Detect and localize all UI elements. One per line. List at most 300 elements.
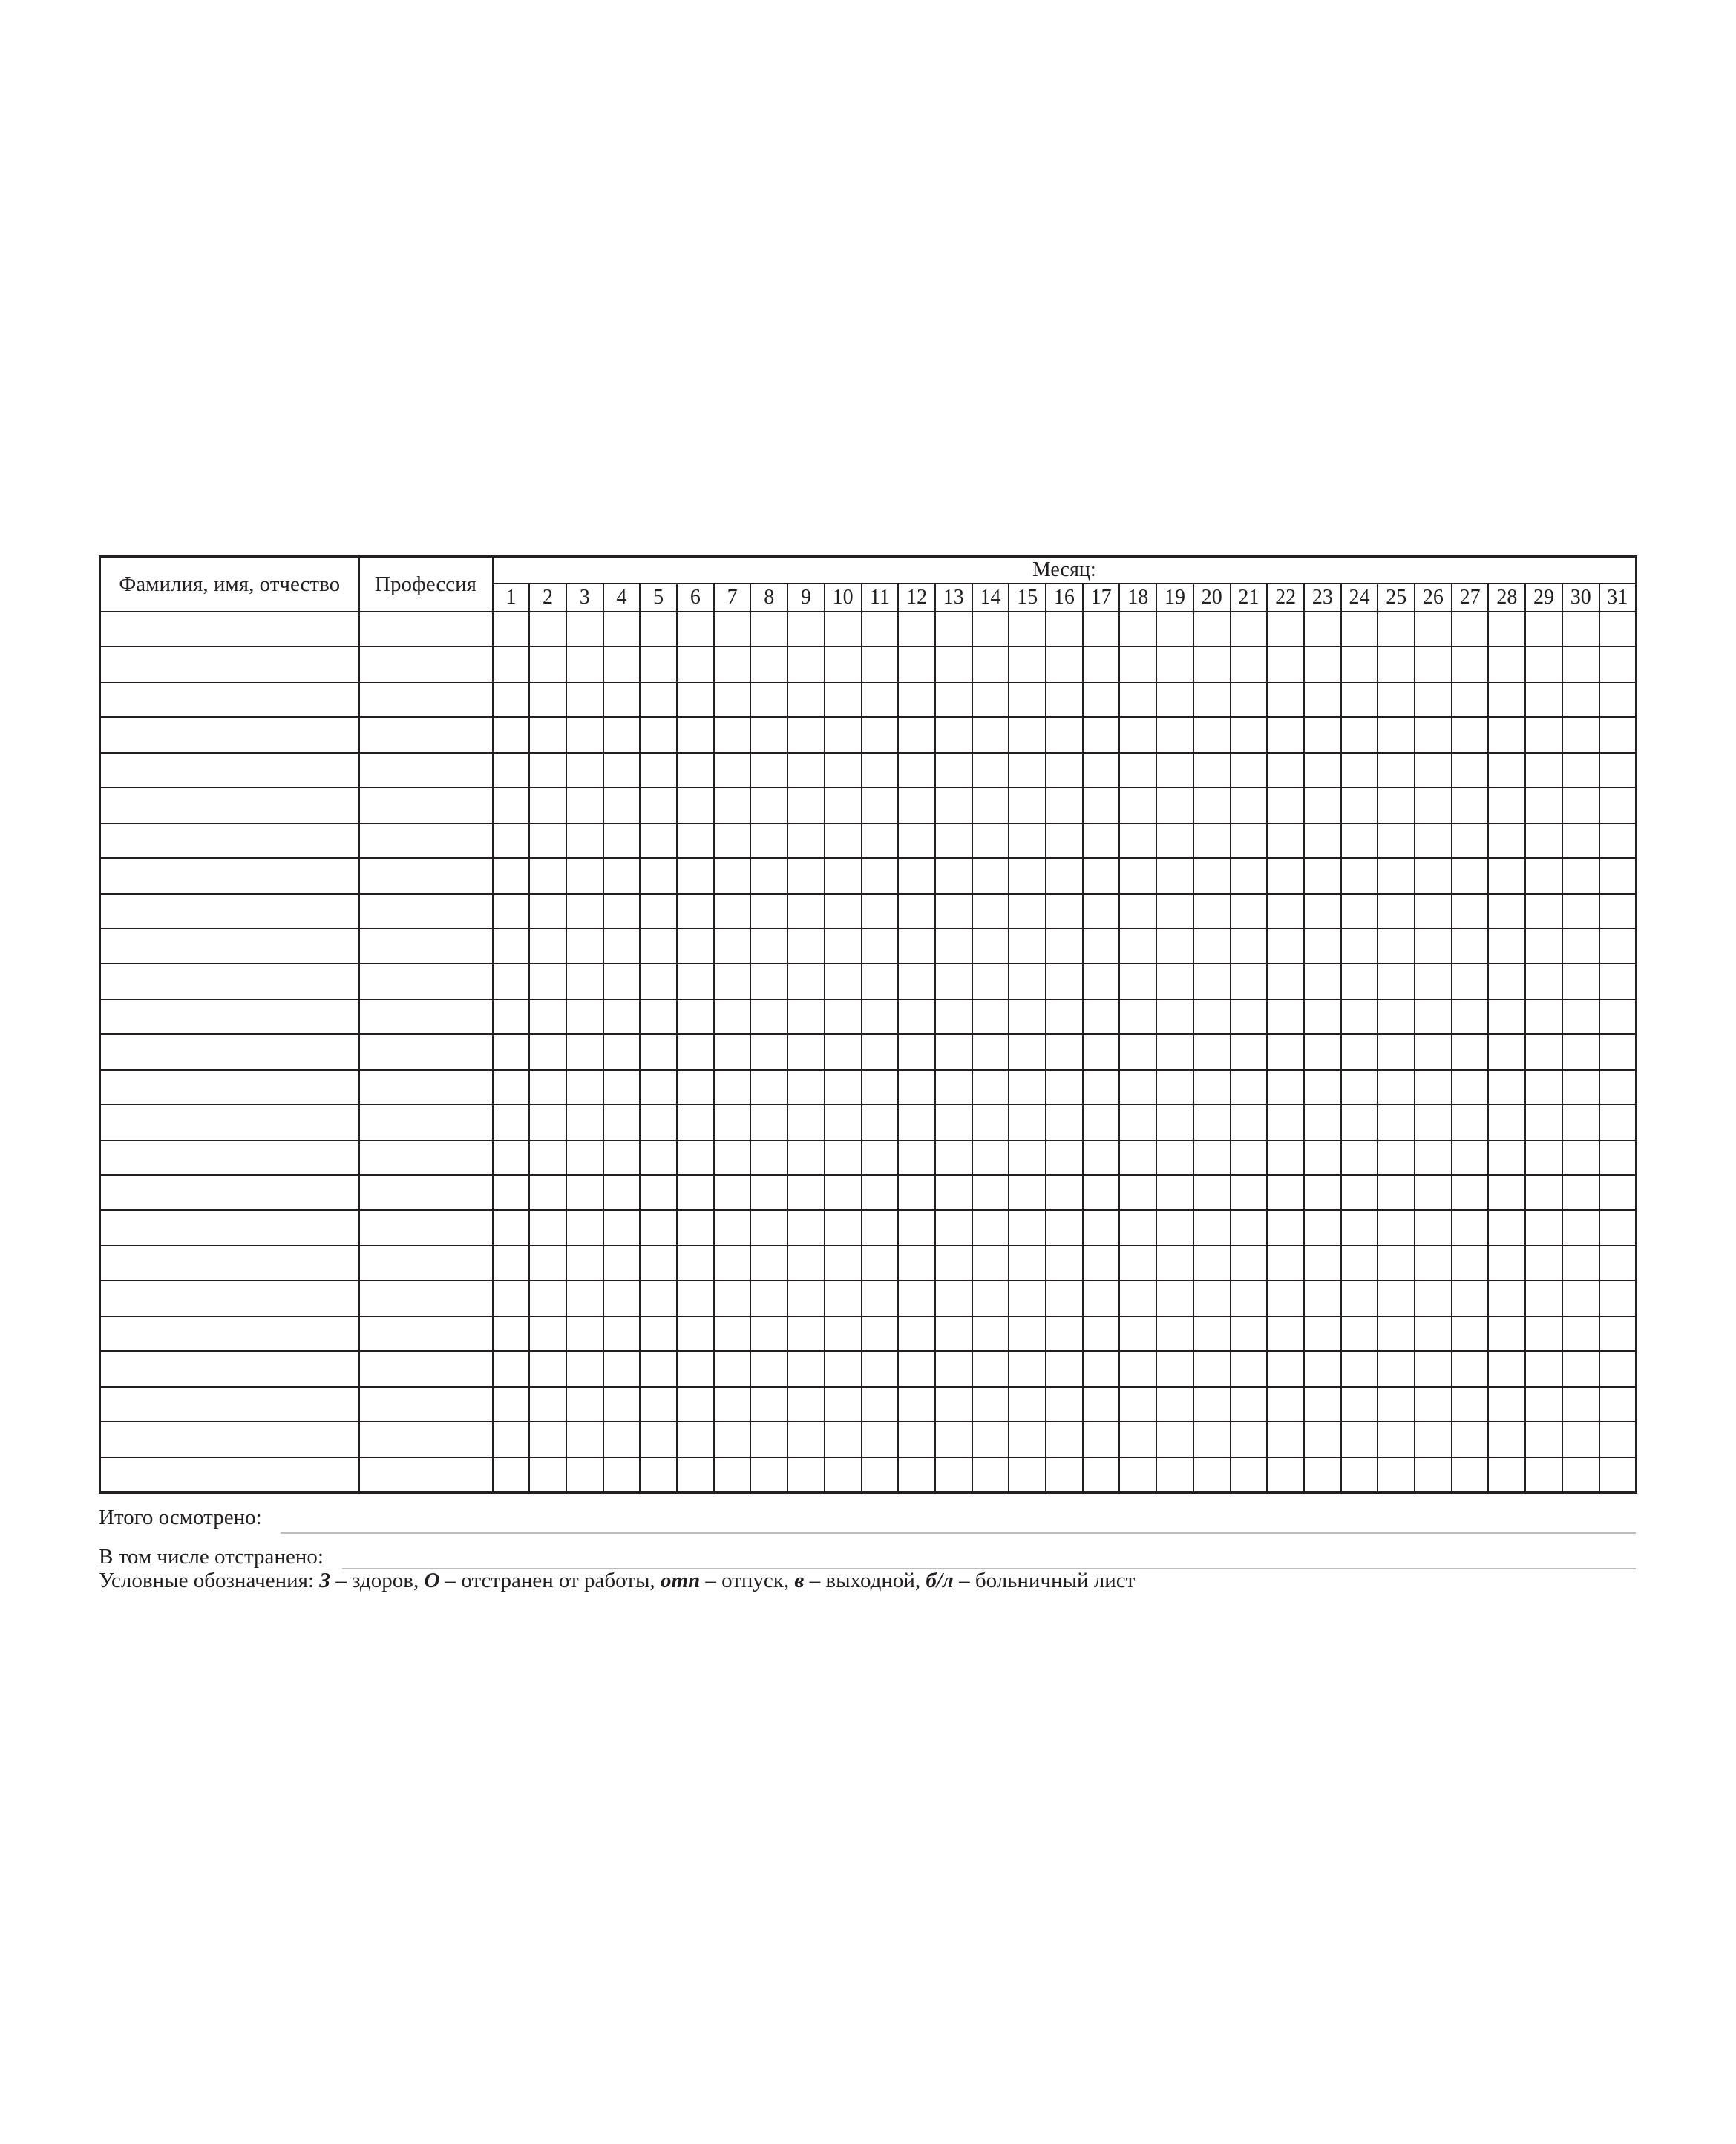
- day-cell-27[interactable]: [1452, 788, 1489, 823]
- day-cell-19[interactable]: [1156, 999, 1193, 1034]
- day-cell-1[interactable]: [493, 1175, 530, 1210]
- day-cell-19[interactable]: [1156, 1457, 1193, 1493]
- day-cell-22[interactable]: [1267, 1070, 1304, 1105]
- day-cell-29[interactable]: [1525, 753, 1562, 788]
- day-cell-7[interactable]: [714, 788, 751, 823]
- day-cell-4[interactable]: [603, 964, 641, 999]
- total-examined-fill-line[interactable]: [281, 1532, 1636, 1534]
- day-cell-15[interactable]: [1009, 753, 1046, 788]
- day-cell-27[interactable]: [1452, 612, 1489, 647]
- day-cell-21[interactable]: [1231, 999, 1268, 1034]
- day-cell-24[interactable]: [1341, 1457, 1378, 1493]
- day-cell-14[interactable]: [972, 1034, 1009, 1069]
- day-cell-8[interactable]: [750, 1175, 787, 1210]
- day-cell-26[interactable]: [1415, 1175, 1452, 1210]
- day-cell-16[interactable]: [1046, 1210, 1083, 1245]
- day-cell-2[interactable]: [529, 788, 566, 823]
- day-cell-24[interactable]: [1341, 1070, 1378, 1105]
- day-cell-23[interactable]: [1304, 964, 1341, 999]
- day-cell-15[interactable]: [1009, 858, 1046, 893]
- day-cell-11[interactable]: [862, 1175, 899, 1210]
- day-cell-4[interactable]: [603, 1034, 641, 1069]
- day-cell-8[interactable]: [750, 1281, 787, 1316]
- day-cell-20[interactable]: [1193, 612, 1231, 647]
- day-cell-27[interactable]: [1452, 1210, 1489, 1245]
- day-cell-30[interactable]: [1562, 1210, 1599, 1245]
- day-cell-2[interactable]: [529, 753, 566, 788]
- day-cell-12[interactable]: [898, 717, 935, 752]
- day-cell-27[interactable]: [1452, 1070, 1489, 1105]
- day-cell-9[interactable]: [787, 1034, 825, 1069]
- day-cell-22[interactable]: [1267, 1281, 1304, 1316]
- day-cell-16[interactable]: [1046, 612, 1083, 647]
- day-cell-29[interactable]: [1525, 1422, 1562, 1457]
- day-cell-22[interactable]: [1267, 823, 1304, 858]
- day-cell-20[interactable]: [1193, 1140, 1231, 1175]
- day-cell-23[interactable]: [1304, 823, 1341, 858]
- name-cell[interactable]: [100, 858, 359, 893]
- day-cell-31[interactable]: [1599, 1316, 1637, 1351]
- day-cell-1[interactable]: [493, 753, 530, 788]
- day-cell-6[interactable]: [677, 1387, 714, 1422]
- day-cell-18[interactable]: [1119, 1316, 1156, 1351]
- day-cell-9[interactable]: [787, 1175, 825, 1210]
- day-cell-22[interactable]: [1267, 964, 1304, 999]
- day-cell-20[interactable]: [1193, 1105, 1231, 1140]
- day-cell-15[interactable]: [1009, 1034, 1046, 1069]
- day-cell-6[interactable]: [677, 999, 714, 1034]
- day-cell-2[interactable]: [529, 1210, 566, 1245]
- day-cell-4[interactable]: [603, 858, 641, 893]
- day-cell-29[interactable]: [1525, 1246, 1562, 1281]
- day-cell-22[interactable]: [1267, 612, 1304, 647]
- day-cell-27[interactable]: [1452, 858, 1489, 893]
- day-cell-4[interactable]: [603, 999, 641, 1034]
- day-cell-24[interactable]: [1341, 999, 1378, 1034]
- day-cell-28[interactable]: [1488, 894, 1525, 929]
- day-cell-30[interactable]: [1562, 1281, 1599, 1316]
- day-cell-15[interactable]: [1009, 929, 1046, 964]
- profession-cell[interactable]: [359, 1457, 493, 1493]
- day-cell-13[interactable]: [935, 1422, 972, 1457]
- day-cell-26[interactable]: [1415, 1210, 1452, 1245]
- day-cell-16[interactable]: [1046, 682, 1083, 717]
- day-cell-7[interactable]: [714, 894, 751, 929]
- day-cell-8[interactable]: [750, 894, 787, 929]
- day-cell-25[interactable]: [1378, 788, 1415, 823]
- day-cell-11[interactable]: [862, 823, 899, 858]
- day-cell-31[interactable]: [1599, 717, 1637, 752]
- day-cell-20[interactable]: [1193, 894, 1231, 929]
- profession-cell[interactable]: [359, 1070, 493, 1105]
- day-cell-1[interactable]: [493, 788, 530, 823]
- day-cell-19[interactable]: [1156, 1246, 1193, 1281]
- day-cell-11[interactable]: [862, 1457, 899, 1493]
- day-cell-26[interactable]: [1415, 612, 1452, 647]
- day-cell-5[interactable]: [640, 1034, 677, 1069]
- day-cell-30[interactable]: [1562, 1422, 1599, 1457]
- day-cell-21[interactable]: [1231, 1422, 1268, 1457]
- day-cell-9[interactable]: [787, 1105, 825, 1140]
- day-cell-19[interactable]: [1156, 858, 1193, 893]
- day-cell-24[interactable]: [1341, 1034, 1378, 1069]
- day-cell-23[interactable]: [1304, 1422, 1341, 1457]
- day-cell-2[interactable]: [529, 1457, 566, 1493]
- day-cell-30[interactable]: [1562, 612, 1599, 647]
- name-cell[interactable]: [100, 894, 359, 929]
- day-cell-19[interactable]: [1156, 1070, 1193, 1105]
- day-cell-26[interactable]: [1415, 1070, 1452, 1105]
- day-cell-13[interactable]: [935, 647, 972, 682]
- day-cell-14[interactable]: [972, 929, 1009, 964]
- profession-cell[interactable]: [359, 964, 493, 999]
- day-cell-31[interactable]: [1599, 1422, 1637, 1457]
- day-cell-17[interactable]: [1083, 894, 1120, 929]
- day-cell-13[interactable]: [935, 682, 972, 717]
- day-cell-3[interactable]: [566, 1140, 603, 1175]
- day-cell-24[interactable]: [1341, 1210, 1378, 1245]
- day-cell-13[interactable]: [935, 1070, 972, 1105]
- day-cell-14[interactable]: [972, 647, 1009, 682]
- day-cell-21[interactable]: [1231, 682, 1268, 717]
- day-cell-15[interactable]: [1009, 1210, 1046, 1245]
- profession-cell[interactable]: [359, 1175, 493, 1210]
- day-cell-6[interactable]: [677, 1034, 714, 1069]
- profession-cell[interactable]: [359, 929, 493, 964]
- day-cell-18[interactable]: [1119, 1034, 1156, 1069]
- day-cell-17[interactable]: [1083, 1070, 1120, 1105]
- day-cell-17[interactable]: [1083, 858, 1120, 893]
- day-cell-6[interactable]: [677, 1246, 714, 1281]
- day-cell-11[interactable]: [862, 1316, 899, 1351]
- day-cell-16[interactable]: [1046, 999, 1083, 1034]
- day-cell-8[interactable]: [750, 1210, 787, 1245]
- day-cell-10[interactable]: [825, 1316, 862, 1351]
- day-cell-29[interactable]: [1525, 1457, 1562, 1493]
- day-cell-26[interactable]: [1415, 1034, 1452, 1069]
- day-cell-14[interactable]: [972, 753, 1009, 788]
- day-cell-14[interactable]: [972, 788, 1009, 823]
- profession-cell[interactable]: [359, 1351, 493, 1386]
- day-cell-16[interactable]: [1046, 1351, 1083, 1386]
- day-cell-31[interactable]: [1599, 612, 1637, 647]
- day-cell-1[interactable]: [493, 1351, 530, 1386]
- day-cell-18[interactable]: [1119, 858, 1156, 893]
- day-cell-4[interactable]: [603, 1422, 641, 1457]
- day-cell-4[interactable]: [603, 1246, 641, 1281]
- day-cell-7[interactable]: [714, 1034, 751, 1069]
- day-cell-10[interactable]: [825, 894, 862, 929]
- day-cell-4[interactable]: [603, 1105, 641, 1140]
- day-cell-19[interactable]: [1156, 612, 1193, 647]
- day-cell-7[interactable]: [714, 717, 751, 752]
- day-cell-8[interactable]: [750, 1351, 787, 1386]
- day-cell-9[interactable]: [787, 612, 825, 647]
- day-cell-2[interactable]: [529, 612, 566, 647]
- profession-cell[interactable]: [359, 894, 493, 929]
- day-cell-16[interactable]: [1046, 929, 1083, 964]
- name-cell[interactable]: [100, 1210, 359, 1245]
- day-cell-24[interactable]: [1341, 1105, 1378, 1140]
- day-cell-8[interactable]: [750, 788, 787, 823]
- day-cell-8[interactable]: [750, 823, 787, 858]
- day-cell-14[interactable]: [972, 717, 1009, 752]
- day-cell-8[interactable]: [750, 858, 787, 893]
- day-cell-22[interactable]: [1267, 1316, 1304, 1351]
- day-cell-4[interactable]: [603, 717, 641, 752]
- day-cell-30[interactable]: [1562, 1034, 1599, 1069]
- day-cell-19[interactable]: [1156, 647, 1193, 682]
- day-cell-24[interactable]: [1341, 1351, 1378, 1386]
- day-cell-31[interactable]: [1599, 929, 1637, 964]
- day-cell-28[interactable]: [1488, 1105, 1525, 1140]
- day-cell-1[interactable]: [493, 894, 530, 929]
- day-cell-12[interactable]: [898, 753, 935, 788]
- day-cell-2[interactable]: [529, 1246, 566, 1281]
- day-cell-9[interactable]: [787, 929, 825, 964]
- day-cell-28[interactable]: [1488, 929, 1525, 964]
- day-cell-31[interactable]: [1599, 753, 1637, 788]
- day-cell-18[interactable]: [1119, 682, 1156, 717]
- day-cell-28[interactable]: [1488, 1457, 1525, 1493]
- day-cell-6[interactable]: [677, 929, 714, 964]
- day-cell-15[interactable]: [1009, 647, 1046, 682]
- day-cell-24[interactable]: [1341, 1281, 1378, 1316]
- day-cell-9[interactable]: [787, 682, 825, 717]
- day-cell-21[interactable]: [1231, 1210, 1268, 1245]
- day-cell-5[interactable]: [640, 1351, 677, 1386]
- day-cell-16[interactable]: [1046, 717, 1083, 752]
- day-cell-29[interactable]: [1525, 929, 1562, 964]
- day-cell-11[interactable]: [862, 682, 899, 717]
- day-cell-30[interactable]: [1562, 647, 1599, 682]
- day-cell-14[interactable]: [972, 1140, 1009, 1175]
- day-cell-21[interactable]: [1231, 1316, 1268, 1351]
- day-cell-4[interactable]: [603, 1457, 641, 1493]
- day-cell-12[interactable]: [898, 1246, 935, 1281]
- day-cell-1[interactable]: [493, 1457, 530, 1493]
- day-cell-2[interactable]: [529, 1105, 566, 1140]
- day-cell-13[interactable]: [935, 894, 972, 929]
- day-cell-21[interactable]: [1231, 1140, 1268, 1175]
- day-cell-20[interactable]: [1193, 929, 1231, 964]
- day-cell-20[interactable]: [1193, 682, 1231, 717]
- day-cell-11[interactable]: [862, 894, 899, 929]
- day-cell-23[interactable]: [1304, 929, 1341, 964]
- day-cell-19[interactable]: [1156, 929, 1193, 964]
- day-cell-14[interactable]: [972, 1105, 1009, 1140]
- day-cell-1[interactable]: [493, 1387, 530, 1422]
- day-cell-5[interactable]: [640, 823, 677, 858]
- day-cell-13[interactable]: [935, 964, 972, 999]
- day-cell-18[interactable]: [1119, 612, 1156, 647]
- name-cell[interactable]: [100, 1246, 359, 1281]
- day-cell-3[interactable]: [566, 823, 603, 858]
- day-cell-4[interactable]: [603, 1316, 641, 1351]
- profession-cell[interactable]: [359, 717, 493, 752]
- day-cell-30[interactable]: [1562, 858, 1599, 893]
- day-cell-3[interactable]: [566, 753, 603, 788]
- day-cell-26[interactable]: [1415, 647, 1452, 682]
- day-cell-1[interactable]: [493, 1140, 530, 1175]
- day-cell-1[interactable]: [493, 647, 530, 682]
- day-cell-28[interactable]: [1488, 1316, 1525, 1351]
- day-cell-1[interactable]: [493, 1422, 530, 1457]
- day-cell-7[interactable]: [714, 612, 751, 647]
- day-cell-11[interactable]: [862, 1281, 899, 1316]
- day-cell-18[interactable]: [1119, 1246, 1156, 1281]
- day-cell-18[interactable]: [1119, 1175, 1156, 1210]
- day-cell-24[interactable]: [1341, 1140, 1378, 1175]
- day-cell-23[interactable]: [1304, 894, 1341, 929]
- day-cell-10[interactable]: [825, 929, 862, 964]
- day-cell-16[interactable]: [1046, 1105, 1083, 1140]
- day-cell-11[interactable]: [862, 647, 899, 682]
- day-cell-10[interactable]: [825, 1351, 862, 1386]
- day-cell-24[interactable]: [1341, 1316, 1378, 1351]
- day-cell-23[interactable]: [1304, 788, 1341, 823]
- name-cell[interactable]: [100, 1316, 359, 1351]
- day-cell-14[interactable]: [972, 1387, 1009, 1422]
- name-cell[interactable]: [100, 612, 359, 647]
- day-cell-2[interactable]: [529, 999, 566, 1034]
- day-cell-3[interactable]: [566, 1281, 603, 1316]
- day-cell-30[interactable]: [1562, 682, 1599, 717]
- day-cell-12[interactable]: [898, 1457, 935, 1493]
- day-cell-1[interactable]: [493, 1210, 530, 1245]
- day-cell-24[interactable]: [1341, 964, 1378, 999]
- day-cell-1[interactable]: [493, 1281, 530, 1316]
- day-cell-31[interactable]: [1599, 1246, 1637, 1281]
- day-cell-30[interactable]: [1562, 788, 1599, 823]
- day-cell-15[interactable]: [1009, 1070, 1046, 1105]
- profession-cell[interactable]: [359, 1387, 493, 1422]
- day-cell-21[interactable]: [1231, 1387, 1268, 1422]
- day-cell-30[interactable]: [1562, 753, 1599, 788]
- day-cell-14[interactable]: [972, 1422, 1009, 1457]
- day-cell-18[interactable]: [1119, 929, 1156, 964]
- day-cell-14[interactable]: [972, 999, 1009, 1034]
- day-cell-9[interactable]: [787, 788, 825, 823]
- day-cell-14[interactable]: [972, 1070, 1009, 1105]
- day-cell-26[interactable]: [1415, 1140, 1452, 1175]
- day-cell-1[interactable]: [493, 929, 530, 964]
- day-cell-21[interactable]: [1231, 1105, 1268, 1140]
- day-cell-20[interactable]: [1193, 1387, 1231, 1422]
- day-cell-12[interactable]: [898, 1316, 935, 1351]
- day-cell-8[interactable]: [750, 1422, 787, 1457]
- day-cell-17[interactable]: [1083, 612, 1120, 647]
- day-cell-5[interactable]: [640, 1105, 677, 1140]
- day-cell-30[interactable]: [1562, 1387, 1599, 1422]
- day-cell-16[interactable]: [1046, 1316, 1083, 1351]
- day-cell-25[interactable]: [1378, 717, 1415, 752]
- day-cell-10[interactable]: [825, 788, 862, 823]
- day-cell-16[interactable]: [1046, 1034, 1083, 1069]
- day-cell-7[interactable]: [714, 682, 751, 717]
- day-cell-4[interactable]: [603, 753, 641, 788]
- profession-cell[interactable]: [359, 647, 493, 682]
- day-cell-22[interactable]: [1267, 1351, 1304, 1386]
- day-cell-5[interactable]: [640, 1281, 677, 1316]
- day-cell-10[interactable]: [825, 1105, 862, 1140]
- day-cell-21[interactable]: [1231, 1246, 1268, 1281]
- day-cell-25[interactable]: [1378, 823, 1415, 858]
- day-cell-16[interactable]: [1046, 1175, 1083, 1210]
- day-cell-28[interactable]: [1488, 1175, 1525, 1210]
- day-cell-10[interactable]: [825, 1457, 862, 1493]
- day-cell-29[interactable]: [1525, 999, 1562, 1034]
- day-cell-22[interactable]: [1267, 1175, 1304, 1210]
- name-cell[interactable]: [100, 964, 359, 999]
- day-cell-17[interactable]: [1083, 1387, 1120, 1422]
- day-cell-13[interactable]: [935, 1105, 972, 1140]
- profession-cell[interactable]: [359, 999, 493, 1034]
- day-cell-5[interactable]: [640, 1457, 677, 1493]
- day-cell-18[interactable]: [1119, 1422, 1156, 1457]
- day-cell-15[interactable]: [1009, 682, 1046, 717]
- day-cell-6[interactable]: [677, 964, 714, 999]
- day-cell-18[interactable]: [1119, 1351, 1156, 1386]
- day-cell-26[interactable]: [1415, 823, 1452, 858]
- day-cell-10[interactable]: [825, 647, 862, 682]
- day-cell-24[interactable]: [1341, 612, 1378, 647]
- day-cell-30[interactable]: [1562, 1175, 1599, 1210]
- day-cell-3[interactable]: [566, 1175, 603, 1210]
- day-cell-17[interactable]: [1083, 1351, 1120, 1386]
- day-cell-31[interactable]: [1599, 1457, 1637, 1493]
- day-cell-5[interactable]: [640, 1175, 677, 1210]
- day-cell-16[interactable]: [1046, 1140, 1083, 1175]
- day-cell-11[interactable]: [862, 1246, 899, 1281]
- day-cell-8[interactable]: [750, 682, 787, 717]
- day-cell-8[interactable]: [750, 1316, 787, 1351]
- day-cell-8[interactable]: [750, 964, 787, 999]
- day-cell-21[interactable]: [1231, 894, 1268, 929]
- day-cell-4[interactable]: [603, 647, 641, 682]
- day-cell-26[interactable]: [1415, 894, 1452, 929]
- day-cell-30[interactable]: [1562, 894, 1599, 929]
- day-cell-13[interactable]: [935, 1034, 972, 1069]
- day-cell-27[interactable]: [1452, 1175, 1489, 1210]
- day-cell-16[interactable]: [1046, 1246, 1083, 1281]
- day-cell-23[interactable]: [1304, 1105, 1341, 1140]
- day-cell-31[interactable]: [1599, 1034, 1637, 1069]
- day-cell-13[interactable]: [935, 999, 972, 1034]
- day-cell-7[interactable]: [714, 1105, 751, 1140]
- day-cell-15[interactable]: [1009, 1246, 1046, 1281]
- day-cell-25[interactable]: [1378, 1387, 1415, 1422]
- day-cell-30[interactable]: [1562, 1351, 1599, 1386]
- day-cell-24[interactable]: [1341, 1387, 1378, 1422]
- day-cell-4[interactable]: [603, 823, 641, 858]
- day-cell-30[interactable]: [1562, 823, 1599, 858]
- day-cell-14[interactable]: [972, 1351, 1009, 1386]
- day-cell-23[interactable]: [1304, 1070, 1341, 1105]
- day-cell-23[interactable]: [1304, 1210, 1341, 1245]
- day-cell-27[interactable]: [1452, 1034, 1489, 1069]
- day-cell-2[interactable]: [529, 1140, 566, 1175]
- day-cell-5[interactable]: [640, 1210, 677, 1245]
- day-cell-3[interactable]: [566, 1070, 603, 1105]
- day-cell-9[interactable]: [787, 1140, 825, 1175]
- day-cell-7[interactable]: [714, 647, 751, 682]
- day-cell-1[interactable]: [493, 1070, 530, 1105]
- day-cell-3[interactable]: [566, 1316, 603, 1351]
- day-cell-26[interactable]: [1415, 753, 1452, 788]
- name-cell[interactable]: [100, 1387, 359, 1422]
- day-cell-1[interactable]: [493, 1316, 530, 1351]
